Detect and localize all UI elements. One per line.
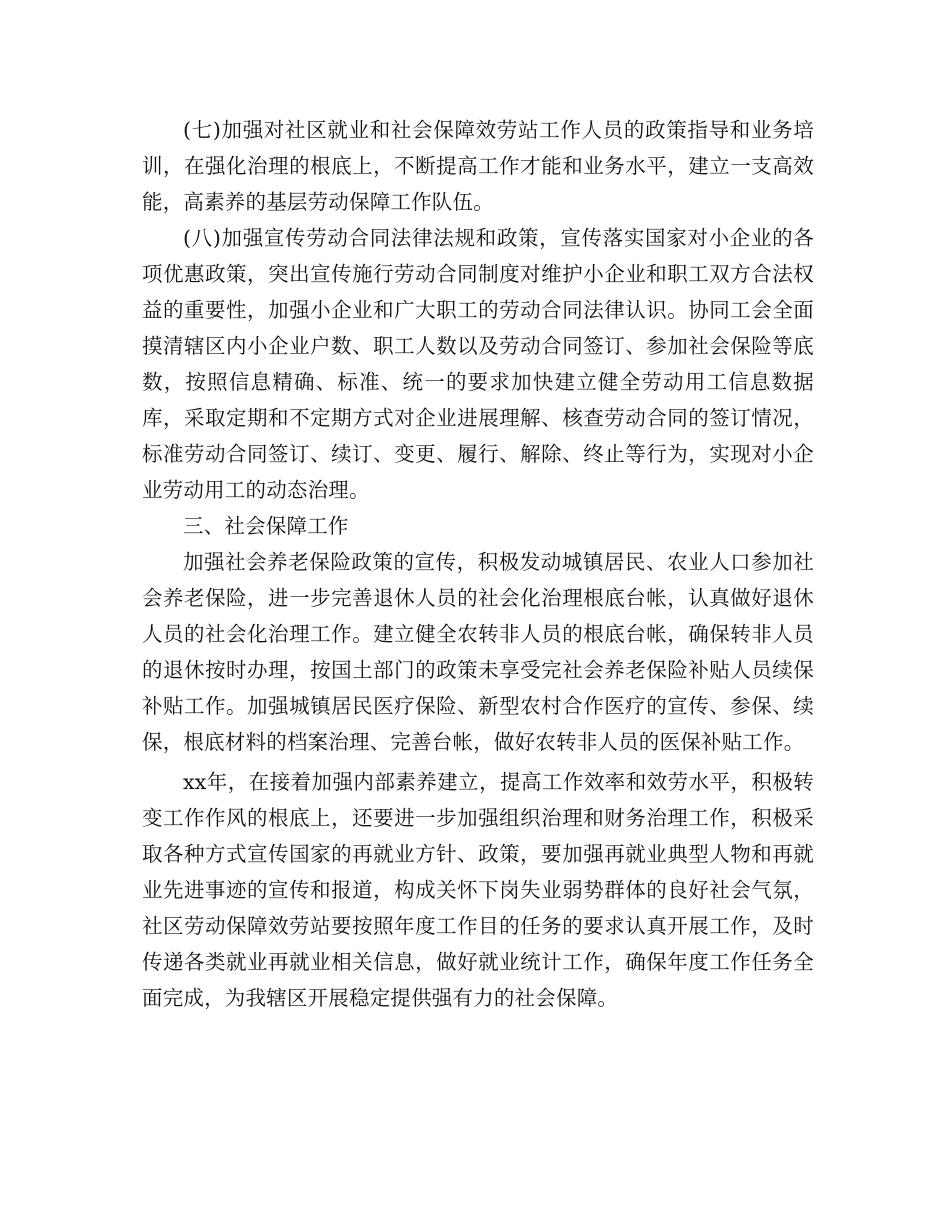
paragraph-eight: (八)加强宣传劳动合同法律法规和政策，宣传落实国家对小企业的各项优惠政策，突出宣传施行劳动合同制度对维护小企业和职工双方合法权益的重要性，加强小企业和广大职工的劳动合同法律认识。协同工会全面摸清辖区内小企业户数、职工人数以及劳动合同签订、参加社会保险等底数，按照信息精确、标准、统一的要求加快建立健全劳动用工信息数据库，采取定期和不定期方式对企业进展理解、核查劳动合同的签订情况，标准劳动合同签订、续订、变更、履行、解除、终止等行为，实现对小企业劳动用工的动态治理。	[142, 226, 814, 502]
paragraph-seven: (七)加强对社区就业和社会保障效劳站工作人员的政策指导和业务培训，在强化治理的根底上，不断提高工作才能和业务水平，建立一支高效能，高素养的基层劳动保障工作队伍。	[142, 118, 814, 214]
section-heading-social-security: 三、社会保障工作	[183, 514, 349, 538]
paragraph-social-security: 加强社会养老保险政策的宣传，积极发动城镇居民、农业人口参加社会养老保险，进一步完善退休人员的社会化治理根底台帐，认真做好退休人员的社会化治理工作。建立健全农转非人员的根底台帐，确保转非人员的退休按时办理，按国土部门的政策未享受完社会养老保险补贴人员续保补贴工作。加强城镇居民医疗保险、新型农村合作医疗的宣传、参保、续保，根底材料的档案治理、完善台帐，做好农转非人员的医保补贴工作。	[142, 550, 814, 754]
paragraph-year-plan: xx年，在接着加强内部素养建立，提高工作效率和效劳水平，积极转变工作作风的根底上，还要进一步加强组织治理和财务治理工作，积极采取各种方式宣传国家的再就业方针、政策，要加强再就业典型人物和再就业先进事迹的宣传和报道，构成关怀下岗失业弱势群体的良好社会气氛，社区劳动保障效劳站要按照年度工作目的任务的要求认真开展工作，及时传递各类就业再就业相关信息，做好就业统计工作，确保年度工作任务全面完成，为我辖区开展稳定提供强有力的社会保障。	[142, 770, 814, 1010]
document-body	[142, 112, 814, 1016]
